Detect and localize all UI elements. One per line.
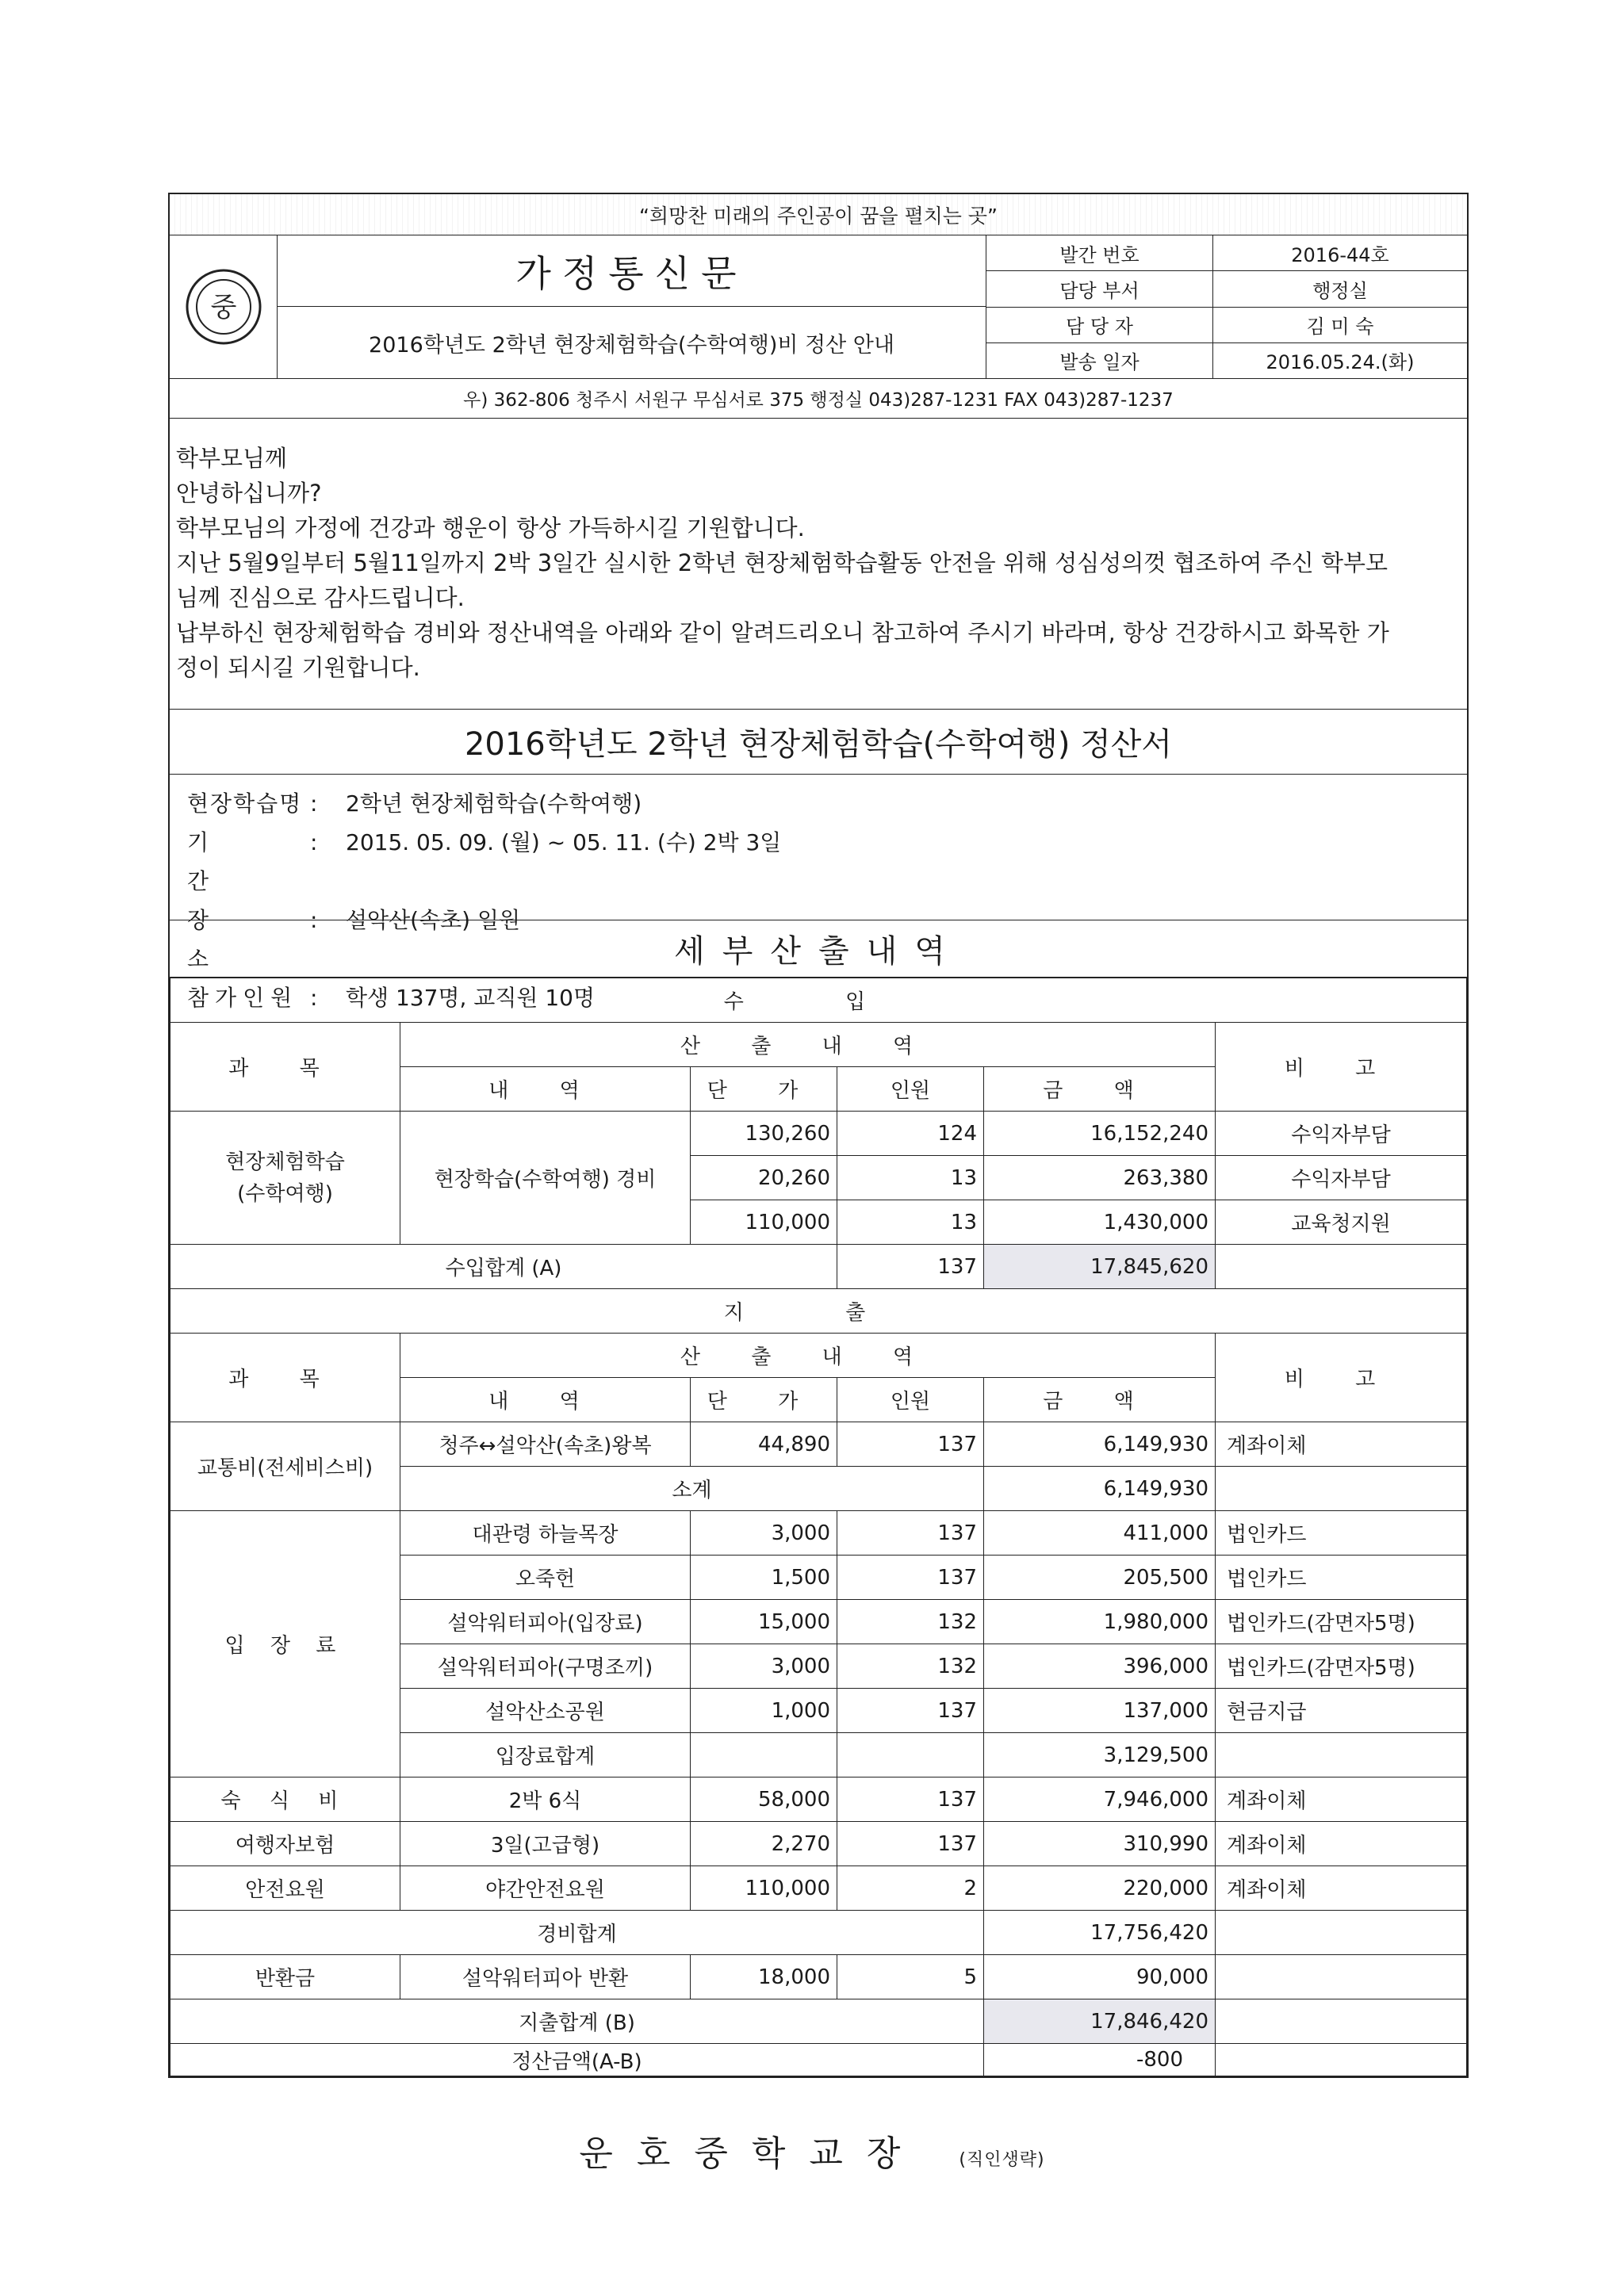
other-item: 2박 6식 xyxy=(400,1777,691,1822)
statement-title: 2016학년도 2학년 현장체험학습(수학여행) 정산서 xyxy=(170,710,1467,775)
transport-subject: 교통비(전세비스비) xyxy=(170,1422,400,1511)
amount-cell: 396,000 xyxy=(984,1644,1216,1689)
cost-total-label: 경비합계 xyxy=(170,1911,984,1955)
admission-total-label: 입장료합계 xyxy=(400,1733,691,1777)
info-key: 참가인원 xyxy=(187,985,299,1011)
note-cell: 계좌이체 xyxy=(1216,1866,1467,1911)
people-cell: 137 xyxy=(837,1511,984,1556)
amount-cell: 1,980,000 xyxy=(984,1600,1216,1644)
amount-cell: 16,152,240 xyxy=(984,1112,1216,1156)
letter-line: 지난 5월9일부터 5월11일까지 2박 3일간 실시한 2학년 현장체험학습활동 안전을 위해 성심성의껏 협조하여 주신 학부모 xyxy=(176,549,1388,576)
letter-body xyxy=(170,419,1467,710)
col-item: 내 역 xyxy=(400,1067,691,1112)
admission-item: 설악워터피아(입장료) xyxy=(400,1600,691,1644)
note-cell: 수익자부담 xyxy=(1216,1112,1467,1156)
letter-line: 학부모님께 xyxy=(176,445,288,472)
admission-item: 오죽헌 xyxy=(400,1556,691,1600)
col-subject: 과 목 xyxy=(170,1023,400,1112)
note-cell: 법인카드(감면자5명) xyxy=(1216,1600,1467,1644)
amount-cell: 90,000 xyxy=(984,1955,1216,1999)
letter-line: 납부하신 현장체험학습 경비와 정산내역을 아래와 같이 알려드리오니 참고하여 주시기 바라며, 항상 건강하시고 화목한 가 xyxy=(176,619,1389,646)
amount-cell: 1,430,000 xyxy=(984,1200,1216,1245)
amount-cell: 310,990 xyxy=(984,1822,1216,1866)
price-cell: 44,890 xyxy=(691,1422,837,1467)
info-colon: : xyxy=(310,790,318,817)
info-key: 현장학습명 xyxy=(187,790,303,817)
col-price: 단 가 xyxy=(691,1067,837,1112)
price-cell: 18,000 xyxy=(691,1955,837,1999)
price-cell: 20,260 xyxy=(691,1156,837,1200)
price-cell: 15,000 xyxy=(691,1600,837,1644)
price-cell: 110,000 xyxy=(691,1200,837,1245)
people-cell: 124 xyxy=(837,1112,984,1156)
income-table xyxy=(170,978,1467,2076)
logo-glyph: 중 xyxy=(210,292,236,323)
col-amount: 금 액 xyxy=(984,1067,1216,1112)
detail-title: 세부산출내역 xyxy=(170,920,1467,978)
meta-value: 2016-44호 xyxy=(1291,243,1389,266)
amount-cell: 220,000 xyxy=(984,1866,1216,1911)
meta-value: 김 미 숙 xyxy=(1306,316,1374,339)
people-cell: 137 xyxy=(837,1689,984,1733)
transport-subtotal: 6,149,930 xyxy=(984,1467,1216,1511)
people-cell: 13 xyxy=(837,1156,984,1200)
info-colon: : xyxy=(310,985,318,1011)
note-cell: 법인카드 xyxy=(1216,1556,1467,1600)
amount-cell: 205,500 xyxy=(984,1556,1216,1600)
col-calc: 산 출 내 역 xyxy=(400,1023,1216,1067)
meta-key: 담당 부서 xyxy=(986,271,1213,306)
principal-signature xyxy=(0,2125,1624,2175)
col-subject: 과 목 xyxy=(170,1334,400,1422)
income-total-amount: 17,845,620 xyxy=(984,1245,1216,1289)
col-people: 인원 xyxy=(837,1378,984,1422)
amount-cell: 411,000 xyxy=(984,1511,1216,1556)
income-total-people: 137 xyxy=(837,1245,984,1289)
meta-key: 발송 일자 xyxy=(986,343,1213,378)
refund-item: 설악워터피아 반환 xyxy=(400,1955,691,1999)
people-cell: 137 xyxy=(837,1422,984,1467)
col-item: 내 역 xyxy=(400,1378,691,1422)
people-cell: 132 xyxy=(837,1600,984,1644)
expense-total-label: 지출합계 (B) xyxy=(170,1999,984,2044)
price-cell: 3,000 xyxy=(691,1644,837,1689)
notice-frame xyxy=(168,193,1469,2078)
note-cell: 법인카드 xyxy=(1216,1511,1467,1556)
note-cell: 수익자부담 xyxy=(1216,1156,1467,1200)
header xyxy=(170,235,1467,379)
info-value: 학생 137명, 교직원 10명 xyxy=(346,985,596,1011)
info-value: 2학년 현장체험학습(수학여행) xyxy=(346,790,642,817)
col-calc: 산 출 내 역 xyxy=(400,1334,1216,1378)
info-key: 기 간 xyxy=(187,829,255,894)
refund-subject: 반환금 xyxy=(170,1955,400,1999)
col-people: 인원 xyxy=(837,1067,984,1112)
price-cell: 1,000 xyxy=(691,1689,837,1733)
income-subject: 현장체험학습 (수학여행) xyxy=(170,1112,400,1245)
info-value: 2015. 05. 09. (월) ~ 05. 11. (수) 2박 3일 xyxy=(346,829,782,855)
notice-subtitle: 2016학년도 2학년 현장체험학습(수학여행)비 정산 안내 xyxy=(369,332,894,358)
slogan: “희망찬 미래의 주인공이 꿈을 펼치는 곳” xyxy=(170,194,1467,235)
price-cell: 2,270 xyxy=(691,1822,837,1866)
note-cell: 계좌이체 xyxy=(1216,1822,1467,1866)
people-cell: 13 xyxy=(837,1200,984,1245)
cost-total: 17,756,420 xyxy=(984,1911,1216,1955)
note-cell xyxy=(1216,1955,1467,1999)
people-cell: 137 xyxy=(837,1777,984,1822)
expense-section-label: 지 출 xyxy=(170,1289,1467,1334)
meta-key: 담 당 자 xyxy=(986,308,1213,342)
letter-line: 안녕하십니까? xyxy=(176,480,322,507)
letter-line: 님께 진심으로 감사드립니다. xyxy=(176,584,465,611)
price-cell: 3,000 xyxy=(691,1511,837,1556)
col-price: 단 가 xyxy=(691,1378,837,1422)
note-cell: 현금지급 xyxy=(1216,1689,1467,1733)
settle-amount: -800 xyxy=(984,2044,1216,2076)
signature-note: (직인생략) xyxy=(959,2150,1045,2170)
info-colon: : xyxy=(310,907,318,933)
school-logo xyxy=(170,235,278,378)
note-cell: 교육청지원 xyxy=(1216,1200,1467,1245)
other-item: 야간안전요원 xyxy=(400,1866,691,1911)
admission-subject: 입 장 료 xyxy=(170,1511,400,1777)
expense-total: 17,846,420 xyxy=(984,1999,1216,2044)
income-total-label: 수입합계 (A) xyxy=(170,1245,837,1289)
col-note: 비 고 xyxy=(1216,1023,1467,1112)
meta-value: 2016.05.24.(화) xyxy=(1266,351,1415,374)
transport-item: 청주↔설악산(속초)왕복 xyxy=(400,1422,691,1467)
price-cell: 110,000 xyxy=(691,1866,837,1911)
other-subject: 안전요원 xyxy=(170,1866,400,1911)
other-subject: 여행자보험 xyxy=(170,1822,400,1866)
price-cell: 1,500 xyxy=(691,1556,837,1600)
people-cell: 132 xyxy=(837,1644,984,1689)
amount-cell: 6,149,930 xyxy=(984,1422,1216,1467)
price-cell: 130,260 xyxy=(691,1112,837,1156)
info-value: 설악산(속초) 일원 xyxy=(346,907,521,933)
col-amount: 금 액 xyxy=(984,1378,1216,1422)
admission-item: 대관령 하늘목장 xyxy=(400,1511,691,1556)
issue-meta xyxy=(986,235,1467,378)
admission-total: 3,129,500 xyxy=(984,1733,1216,1777)
school-address: 우) 362-806 청주시 서원구 무심서로 375 행정실 043)287-1231 FAX 043)287-1237 xyxy=(170,379,1467,419)
amount-cell: 7,946,000 xyxy=(984,1777,1216,1822)
meta-key: 발간 번호 xyxy=(986,235,1213,270)
notice-title: 가정통신문 xyxy=(278,235,986,307)
note-cell: 법인카드(감면자5명) xyxy=(1216,1644,1467,1689)
admission-item: 설악산소공원 xyxy=(400,1689,691,1733)
income-section-label: 수 입 xyxy=(170,978,1467,1023)
meta-value: 행정실 xyxy=(1312,279,1368,302)
income-item: 현장학습(수학여행) 경비 xyxy=(400,1112,691,1245)
people-cell: 2 xyxy=(837,1866,984,1911)
settle-label: 정산금액(A-B) xyxy=(170,2044,984,2076)
people-cell: 137 xyxy=(837,1822,984,1866)
price-cell: 58,000 xyxy=(691,1777,837,1822)
note-cell: 계좌이체 xyxy=(1216,1422,1467,1467)
other-subject: 숙 식 비 xyxy=(170,1777,400,1822)
signature-name: 운호중학교장 xyxy=(579,2133,925,2174)
people-cell: 137 xyxy=(837,1556,984,1600)
info-colon: : xyxy=(310,829,318,855)
admission-item: 설악워터피아(구명조끼) xyxy=(400,1644,691,1689)
note-cell: 계좌이체 xyxy=(1216,1777,1467,1822)
letter-line: 정이 되시길 기원합니다. xyxy=(176,654,420,681)
info-key: 장 소 xyxy=(187,907,255,972)
amount-cell: 137,000 xyxy=(984,1689,1216,1733)
col-note: 비 고 xyxy=(1216,1334,1467,1422)
transport-subtotal-label: 소계 xyxy=(400,1467,984,1511)
letter-line: 학부모님의 가정에 건강과 행운이 항상 가득하시길 기원합니다. xyxy=(176,515,805,541)
other-item: 3일(고급형) xyxy=(400,1822,691,1866)
amount-cell: 263,380 xyxy=(984,1156,1216,1200)
people-cell: 5 xyxy=(837,1955,984,1999)
